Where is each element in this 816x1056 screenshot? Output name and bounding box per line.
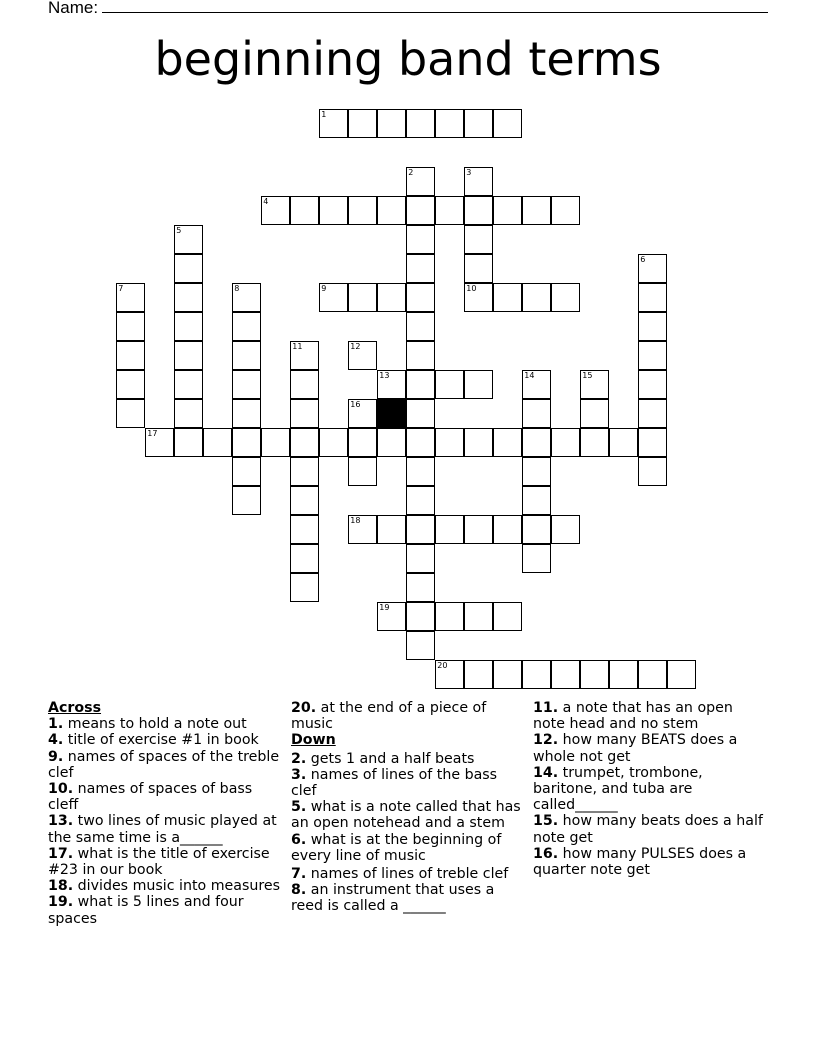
grid-cell[interactable] — [406, 254, 435, 283]
clue-number: 5 — [176, 226, 182, 236]
grid-cell[interactable] — [464, 428, 493, 457]
grid-cell[interactable] — [493, 602, 522, 631]
clue-across-18: 18. divides music into measures — [48, 878, 280, 895]
grid-cell[interactable] — [638, 660, 667, 689]
grid-cell[interactable] — [638, 370, 667, 399]
grid-cell[interactable] — [174, 399, 203, 428]
down-heading: Down — [291, 732, 336, 749]
clue-down-6: 6. what is at the beginning of every line of music — [291, 831, 502, 864]
grid-cell[interactable] — [493, 109, 522, 138]
grid-cell[interactable] — [290, 573, 319, 602]
grid-cell[interactable] — [493, 283, 522, 312]
grid-cell[interactable] — [290, 428, 319, 457]
grid-cell[interactable] — [522, 660, 551, 689]
clues-column-3 — [533, 700, 765, 878]
grid-cell[interactable] — [522, 196, 551, 225]
grid-cell[interactable] — [377, 109, 406, 138]
grid-cell[interactable] — [667, 660, 696, 689]
grid-cell[interactable] — [435, 196, 464, 225]
grid-cell[interactable] — [290, 399, 319, 428]
clue-number: 20 — [437, 661, 448, 671]
grid-cell[interactable] — [232, 312, 261, 341]
grid-cell[interactable] — [493, 428, 522, 457]
grid-cell[interactable] — [522, 370, 551, 399]
grid-cell[interactable] — [232, 486, 261, 515]
grid-cell[interactable] — [551, 428, 580, 457]
grid-cell[interactable] — [406, 544, 435, 573]
clue-number: 12 — [350, 342, 361, 352]
grid-cell[interactable] — [406, 196, 435, 225]
grid-cell[interactable] — [116, 341, 145, 370]
grid-cell[interactable] — [435, 602, 464, 631]
grid-cell[interactable] — [174, 225, 203, 254]
grid-cell[interactable] — [232, 428, 261, 457]
grid-cell[interactable] — [493, 660, 522, 689]
grid-cell[interactable] — [174, 312, 203, 341]
grid-cell[interactable] — [232, 370, 261, 399]
clue-across-10: 10. names of spaces of bass cleff — [48, 781, 253, 814]
grid-cell[interactable] — [406, 515, 435, 544]
grid-cell[interactable] — [348, 399, 377, 428]
grid-cell[interactable] — [464, 225, 493, 254]
black-cell — [377, 399, 406, 428]
grid-cell[interactable] — [522, 457, 551, 486]
clue-number: 19 — [379, 603, 390, 613]
grid-cell[interactable] — [609, 660, 638, 689]
grid-cell[interactable] — [319, 283, 348, 312]
grid-cell[interactable] — [464, 370, 493, 399]
grid-cell[interactable] — [174, 254, 203, 283]
clue-number: 13 — [379, 371, 390, 381]
grid-cell[interactable] — [406, 370, 435, 399]
grid-cell[interactable] — [638, 457, 667, 486]
grid-cell[interactable] — [377, 515, 406, 544]
grid-cell[interactable] — [464, 254, 493, 283]
clue-number: 11 — [292, 342, 303, 352]
grid-cell[interactable] — [261, 196, 290, 225]
grid-cell[interactable] — [435, 660, 464, 689]
grid-cell[interactable] — [290, 370, 319, 399]
grid-cell[interactable] — [406, 312, 435, 341]
grid-cell[interactable] — [174, 370, 203, 399]
grid-cell[interactable] — [290, 341, 319, 370]
clue-number: 10 — [466, 284, 477, 294]
grid-cell[interactable] — [551, 283, 580, 312]
clue-across-17: 17. what is the title of exercise #23 in our book — [48, 845, 270, 879]
grid-cell[interactable] — [638, 428, 667, 457]
clue-down-12: 12. how many BEATS does a whole not get — [533, 732, 738, 765]
clue-down-15: 15. how many beats does a half note get — [533, 813, 763, 846]
grid-cell[interactable] — [232, 283, 261, 312]
grid-cell[interactable] — [406, 457, 435, 486]
clue-number: 17 — [147, 429, 158, 439]
grid-cell[interactable] — [493, 515, 522, 544]
grid-cell[interactable] — [406, 428, 435, 457]
grid-cell[interactable] — [464, 515, 493, 544]
grid-cell[interactable] — [638, 283, 667, 312]
grid-cell[interactable] — [116, 312, 145, 341]
grid-cell[interactable] — [348, 196, 377, 225]
grid-cell[interactable] — [406, 486, 435, 515]
grid-cell[interactable] — [406, 631, 435, 660]
grid-cell[interactable] — [464, 602, 493, 631]
page-title: beginning band terms — [154, 32, 662, 86]
clue-number: 9 — [321, 284, 327, 294]
grid-cell[interactable] — [638, 399, 667, 428]
name-label: Name: — [48, 0, 99, 17]
grid-cell[interactable] — [638, 341, 667, 370]
grid-cell[interactable] — [464, 167, 493, 196]
grid-cell[interactable] — [406, 573, 435, 602]
grid-cell[interactable] — [348, 515, 377, 544]
clue-across-20: 20. at the end of a piece of music — [291, 700, 487, 733]
grid-cell[interactable] — [464, 660, 493, 689]
grid-cell[interactable] — [232, 457, 261, 486]
grid-cell[interactable] — [638, 254, 667, 283]
clue-number: 16 — [350, 400, 361, 410]
clue-down-11: 11. a note that has an open note head and no stem — [533, 700, 733, 733]
clue-number: 6 — [640, 255, 646, 265]
grid-cell[interactable] — [522, 283, 551, 312]
grid-cell[interactable] — [580, 428, 609, 457]
grid-cell[interactable] — [116, 370, 145, 399]
grid-cell[interactable] — [406, 399, 435, 428]
grid-cell[interactable] — [319, 428, 348, 457]
clue-down-5: 5. what is a note called that has an open notehead and a stem — [291, 799, 521, 832]
grid-cell[interactable] — [174, 283, 203, 312]
grid-cell[interactable] — [232, 399, 261, 428]
grid-cell[interactable] — [580, 370, 609, 399]
grid-cell[interactable] — [348, 109, 377, 138]
grid-cell[interactable] — [551, 660, 580, 689]
grid-cell[interactable] — [348, 457, 377, 486]
grid-cell[interactable] — [464, 109, 493, 138]
grid-cell[interactable] — [377, 602, 406, 631]
grid-cell[interactable] — [290, 544, 319, 573]
across-heading: Across — [48, 700, 102, 716]
clues-column-1 — [48, 700, 280, 927]
clue-number: 15 — [582, 371, 593, 381]
clue-across-9: 9. names of spaces of the treble clef — [48, 748, 280, 781]
grid-cell[interactable] — [406, 167, 435, 196]
grid-cell[interactable] — [522, 486, 551, 515]
clue-down-3: 3. names of lines of the bass clef — [291, 766, 498, 800]
grid-cell[interactable] — [377, 370, 406, 399]
grid-cell[interactable] — [174, 341, 203, 370]
grid-cell[interactable] — [377, 283, 406, 312]
clue-across-19: 19. what is 5 lines and four spaces — [48, 894, 244, 927]
grid-cell[interactable] — [116, 399, 145, 428]
grid-cell[interactable] — [174, 428, 203, 457]
clue-number: 7 — [118, 284, 124, 294]
grid-cell[interactable] — [580, 660, 609, 689]
clue-number: 1 — [321, 110, 327, 120]
clue-across-13: 13. two lines of music played at the same time is a______ — [48, 813, 277, 846]
grid-cell[interactable] — [290, 196, 319, 225]
clue-down-14: 14. trumpet, trombone, baritone, and tuba are called______ — [533, 764, 703, 814]
grid-cell[interactable] — [406, 283, 435, 312]
grid-cell[interactable] — [348, 283, 377, 312]
clue-down-16: 16. how many PULSES does a quarter note get — [533, 845, 747, 879]
clue-number: 14 — [524, 371, 535, 381]
grid-cell[interactable] — [435, 370, 464, 399]
grid-cell[interactable] — [116, 283, 145, 312]
grid-cell[interactable] — [406, 341, 435, 370]
grid-cell[interactable] — [406, 225, 435, 254]
grid-cell[interactable] — [290, 515, 319, 544]
grid-cell[interactable] — [551, 515, 580, 544]
clue-number: 3 — [466, 168, 472, 178]
grid-cell[interactable] — [435, 515, 464, 544]
grid-cell[interactable] — [348, 428, 377, 457]
grid-cell[interactable] — [435, 428, 464, 457]
grid-cell[interactable] — [319, 196, 348, 225]
clue-across-4: 4. title of exercise #1 in book — [48, 732, 259, 749]
grid-cell[interactable] — [377, 428, 406, 457]
clue-down-7: 7. names of lines of treble clef — [291, 866, 509, 883]
grid-cell[interactable] — [638, 312, 667, 341]
clue-down-2: 2. gets 1 and a half beats — [291, 750, 475, 767]
clue-number: 18 — [350, 516, 361, 526]
grid-cell[interactable] — [522, 515, 551, 544]
grid-cell[interactable] — [145, 428, 174, 457]
clues-column-2 — [291, 700, 523, 915]
grid-cell[interactable] — [580, 399, 609, 428]
grid-cell[interactable] — [522, 428, 551, 457]
grid-cell[interactable] — [203, 428, 232, 457]
grid-cell[interactable] — [319, 109, 348, 138]
grid-cell[interactable] — [551, 196, 580, 225]
grid-cell[interactable] — [522, 544, 551, 573]
grid-cell[interactable] — [261, 428, 290, 457]
clue-number: 4 — [263, 197, 269, 207]
grid-cell[interactable] — [435, 109, 464, 138]
grid-cell[interactable] — [522, 399, 551, 428]
grid-cell[interactable] — [290, 457, 319, 486]
grid-cell[interactable] — [406, 109, 435, 138]
clue-number: 8 — [234, 284, 240, 294]
grid-cell[interactable] — [348, 341, 377, 370]
grid-cell[interactable] — [232, 341, 261, 370]
grid-cell[interactable] — [377, 196, 406, 225]
grid-cell[interactable] — [290, 486, 319, 515]
clue-across-1: 1. means to hold a note out — [48, 716, 247, 733]
grid-cell[interactable] — [464, 196, 493, 225]
clue-number: 2 — [408, 168, 414, 178]
grid-cell[interactable] — [464, 283, 493, 312]
grid-cell[interactable] — [406, 602, 435, 631]
grid-cell[interactable] — [609, 428, 638, 457]
grid-cell[interactable] — [493, 196, 522, 225]
clue-down-8: 8. an instrument that uses a reed is called a ______ — [291, 882, 495, 915]
